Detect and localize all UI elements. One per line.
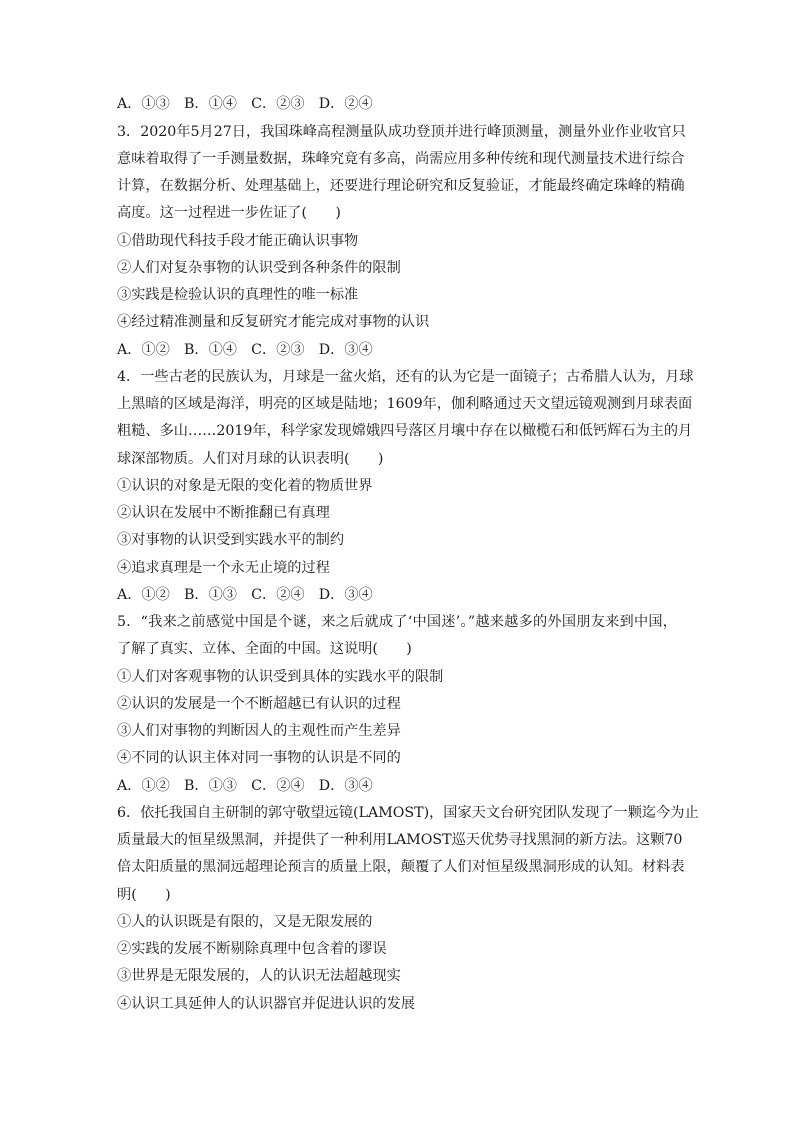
q3-statement-1: ①借助现代科技手段才能正确认识事物 — [117, 233, 359, 249]
q5-options: A．①② B．①③ C．②④ D．③④ — [117, 778, 373, 794]
q4-options: A．①② B．①③ C．②④ D．③④ — [117, 587, 373, 603]
q4-stem-line-4: 球深部物质。人们对月球的认识表明( ) — [117, 451, 384, 467]
q6-statement-1: ①人的认识既是有限的，又是无限发展的 — [117, 914, 373, 930]
q3-statement-4: ④经过精准测量和反复研究才能完成对事物的认识 — [117, 314, 430, 330]
q2-options: A．①③ B．①④ C．②③ D．②④ — [117, 96, 373, 112]
q3-stem-line-1: 3．2020年5月27日，我国珠峰高程测量队成功登顶并进行峰顶测量，测量外业作业收官只 — [117, 124, 686, 140]
q5-statement-3: ③人们对事物的判断因人的主观性而产生差异 — [117, 723, 401, 739]
q6-statement-2: ②实践的发展不断剔除真理中包含着的谬误 — [117, 941, 387, 957]
q4-stem-line-3: 粗糙、多山……2019年，科学家发现嫦娥四号落区月壤中存在以橄榄石和低钙辉石为主的月 — [117, 423, 693, 439]
q4-stem-line-2: 上黑暗的区域是海洋，明亮的区域是陆地；1609年，伽利略通过天文望远镜观测到月球表面 — [117, 396, 693, 412]
q6-statement-3: ③世界是无限发展的，人的认识无法超越现实 — [117, 968, 401, 984]
q6-statement-4: ④认识工具延伸人的认识器官并促进认识的发展 — [117, 996, 415, 1012]
q4-statement-1: ①认识的对象是无限的变化着的物质世界 — [117, 478, 373, 494]
q5-stem-line-1: 5．“我来之前感觉中国是个谜，来之后就成了‘中国迷’。”越来越多的外国朋友来到中国， — [117, 614, 677, 630]
q5-statement-2: ②认识的发展是一个不断超越已有认识的过程 — [117, 696, 401, 712]
q6-stem-line-2: 质量最大的恒星级黑洞，并提供了一种利用LAMOST巡天优势寻找黑洞的新方法。这颗70 — [117, 832, 683, 848]
q5-stem-line-2: 了解了真实、立体、全面的中国。这说明( ) — [117, 641, 412, 657]
q3-options: A．①② B．①④ C．②③ D．③④ — [117, 342, 373, 358]
q6-stem-line-1: 6．依托我国自主研制的郭守敬望远镜(LAMOST)，国家天文台研究团队发现了一颗迄今为止 — [117, 805, 699, 821]
q3-stem-line-3: 计算，在数据分析、处理基础上，还要进行理论研究和反复验证，才能最终确定珠峰的精确 — [117, 178, 685, 194]
q4-statement-3: ③对事物的认识受到实践水平的制约 — [117, 532, 345, 548]
q5-statement-1: ①人们对客观事物的认识受到具体的实践水平的限制 — [117, 669, 444, 685]
q3-statement-3: ③实践是检验认识的真理性的唯一标准 — [117, 287, 359, 303]
q6-stem-line-3: 倍太阳质量的黑洞远超理论预言的质量上限，颠覆了人们对恒星级黑洞形成的认知。材料表 — [117, 859, 685, 875]
q6-stem-line-4: 明( ) — [117, 887, 171, 903]
q5-statement-4: ④不同的认识主体对同一事物的认识是不同的 — [117, 750, 401, 766]
q3-statement-2: ②人们对复杂事物的认识受到各种条件的限制 — [117, 260, 401, 276]
q4-stem-line-1: 4．一些古老的民族认为，月球是一盆火焰，还有的认为它是一面镜子；古希腊人认为，月球 — [117, 369, 694, 385]
q4-statement-2: ②认识在发展中不断推翻已有真理 — [117, 505, 330, 521]
q3-stem-line-2: 意味着取得了一手测量数据，珠峰究竟有多高，尚需应用多种传统和现代测量技术进行综合 — [117, 151, 685, 167]
q4-statement-4: ④追求真理是一个永无止境的过程 — [117, 560, 330, 576]
q3-stem-line-4: 高度。这一过程进一步佐证了( ) — [117, 205, 341, 221]
